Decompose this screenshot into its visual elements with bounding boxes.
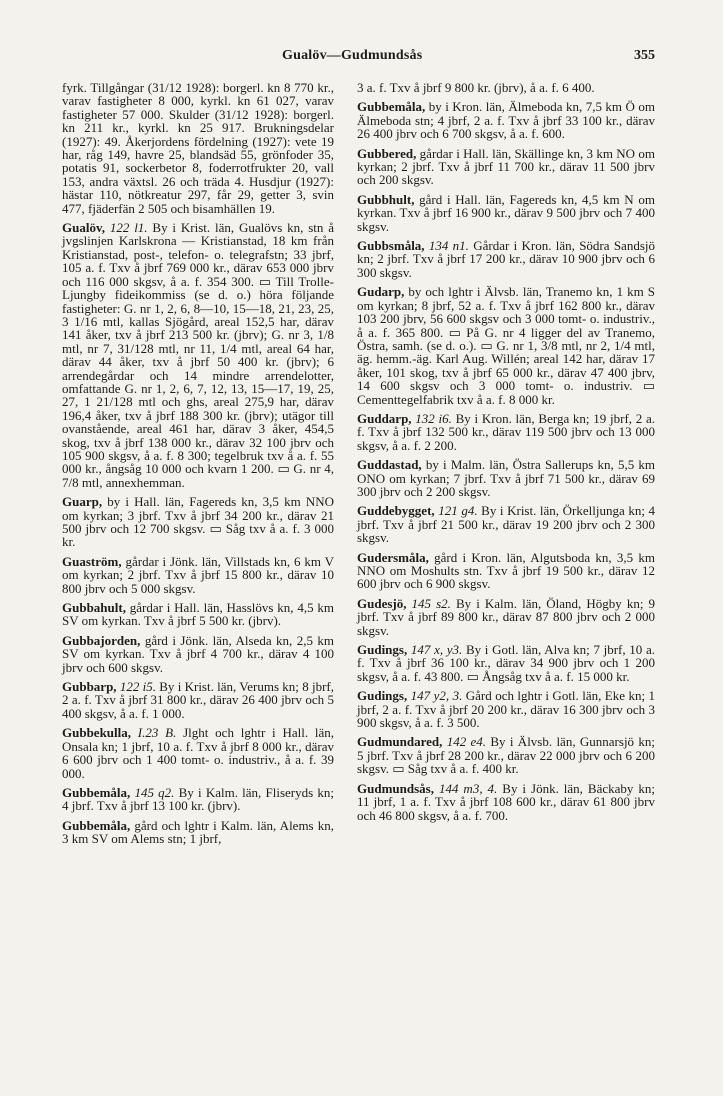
entry-text: gårdar i Hall. län, Skällinge kn, 3 km NO om kyrkan; 2 jbrf. Txv å jbrf 11 700 kr., därav 11 500 jbrv och 200 skgsv. [357,145,655,188]
entry-map-reference: I.23 B. [131,725,177,741]
entry-headword: Gudmundared, [357,734,443,750]
dictionary-entry [357,147,655,187]
entry-text: By i Kalm. län, Öland, Högby kn; 9 jbrf. Txv å jbrf 89 800 kr., därav 87 800 jbrv och 2 000 skgsv. [357,595,655,638]
entry-map-reference: 147 x, y3. [407,642,463,658]
left-column [62,81,334,852]
entry-map-reference: 144 m3, 4. [433,780,498,796]
dictionary-entry [357,735,655,775]
entry-text: By i Krist. län, Gualövs kn, stn å jvgslinjen Karlskrona — Kristianstad, 18 km från Kristianstad, post-, telefon- o. telegrafstn; 33 jbrf, 105 a. f. Txv å jbrf 769 000 kr., därav 653 000 jbrv och 116 000 skgsv, å a. f. 354 300. ▭ Till Trolle-Ljungby fideikommiss (se d. o.) höra följande fastigheter: G. nr 1, 2, 6, 8—10, 15—18, 21, 23, 25, 3 1/16 mtl, kallas Sjögård, areal 152,5 har, därav 141 åker, txv å jbrf 213 500 kr. (jbrv); G. nr 3, 1/8 mtl, nr 7, 31/128 mtl, nr 11, 1/4 mtl, areal 64 har, därav 44 åker, txv å jbrf 50 400 kr. (jbrv); 6 arrendegårdar och 14 mindre arrendelotter, omfattande G. nr 1, 2, 6, 7, 12, 13, 15—17, 19, 25, 27, 1 21/128 mtl och ghs, areal 275,9 har, därav 196,4 åker, txv å jbrf 188 300 kr. (jbrv); utägor till ovanstående, areal 461 har, därav 3 åker, 454,5 skog, txv å jbrf 138 000 kr., därav 32 100 jbrv och 105 900 skgsv, å a. f. 8 300; tegelbruk txv å a. f. 55 000 kr., ångsåg 10 000 och kvarn 1 200. ▭ G. nr 4, 7/8 mtl, annexhemman. [62,220,334,490]
entry-text: By i Älvsb. län, Gunnarsjö kn; 5 jbrf. Txv å jbrf 28 200 kr., därav 22 000 jbrv och 6 200 skgsv. ▭ Såg txv å a. f. 400 kr. [357,734,655,777]
entry-headword: Gubbarp, [62,679,117,695]
dictionary-entry [62,81,334,215]
entry-map-reference: 145 s2. [406,595,451,611]
entry-text: By i Kalm. län, Fliseryds kn; 4 jbrf. Txv å jbrf 13 100 kr. (jbrv). [62,784,334,814]
dictionary-entry [62,495,334,549]
entry-headword: Gudesjö, [357,595,407,611]
entry-headword: Gubbajorden, [62,632,141,648]
entry-text: gård och lghtr i Kalm. län, Alems kn, 3 km SV om Alems stn; 1 jbrf, [62,817,334,847]
dictionary-entry [357,285,655,406]
dictionary-entry [357,504,655,544]
entry-headword: Guddebygget, [357,503,435,519]
dictionary-entry [62,221,334,489]
dictionary-entry [357,551,655,591]
dictionary-entry [357,193,655,233]
entry-text: By i Gotl. län, Alva kn; 7 jbrf, 10 a. f. Txv å jbrf 36 100 kr., därav 34 900 jbrv och 1 200 skgsv, å a. f. 43 800. ▭ Ångsåg txv å a. f. 15 000 kr. [357,642,655,684]
dictionary-entry [357,643,655,683]
entry-map-reference: 121 g4. [434,503,478,519]
entry-text: by och lghtr i Älvsb. län, Tranemo kn, 1 km S om kyrkan; 8 jbrf, 52 a. f. Txv å jbrf 162 800 kr., därav 103 200 jbrv, 56 600 skgsv och 3 000 tomt- o. industriv., å a. f. 365 800. ▭ På G. nr 4 ligger del av Tranemo, Östra, samh. (se d. o.). ▭ G. nr 1, 3/8 mtl, nr 2, 1/4 mtl, äg. hemm.-äg. Karl Aug. Willén; areal 142 har, därav 17 åker, 101 skog, txv å jbrf 65 000 kr., därav 47 400 jbrv, 14 600 skgsv och 3 000 tomt- o. industriv. ▭ Cementtegelfabrik txv å a. f. 8 000 kr. [357,284,655,407]
entry-text: Gårdar i Kron. län, Södra Sandsjö kn; 2 jbrf. Txv å jbrf 17 200 kr., därav 10 900 jbrv och 6 300 skgsv. [357,238,655,280]
entry-headword: Gudmundsås, [357,780,434,796]
entry-text: Gård och lghtr i Gotl. län, Eke kn; 1 jbrf, 2 a. f. Txv å jbrf 20 200 kr., därav 16 300 jbrv och 3 900 skgsv, å a. f. 3 500. [357,688,655,731]
entry-headword: Guarp, [62,494,103,510]
entry-headword: Gualöv, [62,220,105,236]
dictionary-entry [62,680,334,720]
dictionary-entry [357,689,655,729]
entry-headword: Gubbemåla, [357,99,426,115]
entry-text: gårdar i Jönk. län, Villstads kn, 6 km V om kyrkan; 2 jbrf. Txv å jbrf 15 800 kr., därav 10 800 jbrv och 5 000 skgsv. [62,553,334,596]
entry-text: gård i Kron. län, Algutsboda kn, 3,5 km NNO om Moshults stn. Txv å jbrf 19 500 kr., därav 12 600 jbrv och 6 900 skgsv. [357,549,655,592]
dictionary-entry [357,782,655,822]
entry-headword: Gubbsmåla, [357,238,425,254]
dictionary-entry [357,597,655,637]
entry-map-reference: 147 y2, 3. [407,688,463,704]
running-head: Gualöv—Gudmundsås [282,48,423,63]
entry-text: By i Krist. län, Örkelljunga kn; 4 jbrf. Txv å jbrf 21 500 kr., därav 19 200 jbrv och 2 300 skgsv. [357,503,656,546]
entry-map-reference: 142 e4. [442,734,487,750]
dictionary-entry [357,239,655,279]
entry-text: By i Jönk. län, Bäckaby kn; 11 jbrf, 1 a. f. Txv å jbrf 108 600 kr., därav 61 800 jbrv och 46 800 skgsv, å a. f. 700. [357,780,655,823]
dictionary-entry [62,726,334,780]
entry-headword: Guddastad, [357,457,422,473]
entry-headword: Gubbemåla, [62,817,131,833]
dictionary-entry [62,634,334,674]
entry-text: Jlght och lghtr i Hall. län, Onsala kn; 1 jbrf, 10 a. f. Txv å jbrf 8 000 kr., därav 6 600 jbrv och 1 400 tomt- o. industriv., å a. f. 39 000. [62,725,334,781]
entry-text: gård i Jönk. län, Alseda kn, 2,5 km SV om kyrkan. Txv å jbrf 4 700 kr., därav 4 100 jbrv och 600 skgsv. [62,632,334,675]
dictionary-entry [357,458,655,498]
entry-headword: Gudarp, [357,284,405,300]
entry-headword: Gudersmåla, [357,549,429,565]
entry-text: 3 a. f. Txv å jbrf 9 800 kr. (jbrv), å a. f. 6 400. [357,80,595,95]
entry-text: by i Malm. län, Östra Sallerups kn, 5,5 km ONO om kyrkan; 7 jbrf. Txv å jbrf 71 500 kr., därav 69 300 jbrv och 2 200 skgsv. [357,457,655,499]
dictionary-entry [62,786,334,813]
entry-headword: Gubbekulla, [62,725,132,741]
entry-text: by i Kron. län, Älmeboda kn, 7,5 km Ö om Älmeboda stn; 4 jbrf, 2 a. f. Txv å jbrf 33 100 kr., därav 26 400 jbrv och 6 700 skgsv, å a. f. 600. [357,99,655,142]
entry-headword: Gudings, [357,688,408,704]
entry-text: By i Krist. län, Verums kn; 8 jbrf, 2 a. f. Txv å jbrf 31 800 kr., därav 26 400 jbrv och 5 400 skgsv, å a. f. 1 000. [62,679,334,721]
entry-map-reference: 132 i6. [411,410,452,426]
entry-headword: Gubbhult, [357,191,415,207]
dictionary-entry [357,412,655,452]
dictionary-entry [62,555,334,595]
entry-headword: Guddarp, [357,410,412,426]
entry-text: gård i Hall. län, Fagereds kn, 4,5 km N om kyrkan. Txv å jbrf 16 900 kr., därav 9 500 jbrv och 7 400 skgsv. [357,191,655,234]
dictionary-entry [357,100,655,140]
entry-headword: Gubbered, [357,145,417,161]
entry-headword: Gubbahult, [62,600,126,616]
entry-headword: Guaström, [62,553,122,569]
entry-headword: Gudings, [357,642,408,658]
entry-text: fyrk. Tillgångar (31/12 1928): borgerl. kn 8 770 kr., varav fastigheter 8 000, kyrkl. kn 61 027, varav fastigheter 57 000. Skulder (31/12 1928): borgerl. kn 211 kr., kyrkl. kn 25 917. Brukningsdelar (1927): 49. Åkerjordens fördelning (1927): vete 19 har, råg 149, havre 25, blandsäd 55, grönfoder 35, potatis 91, sockerbetor 8, foderrotfrukter 20, vall 153, andra växtsl. 26 och träda 4. Husdjur (1927): hästar 110, nötkreatur 297, får 29, getter 3, svin 477, fjäderfän 2 505 och bisamhällen 19. [62,80,334,216]
entry-map-reference: 122 i5. [116,679,156,695]
entry-headword: Gubbemåla, [62,784,131,800]
dictionary-entry [357,81,655,94]
entry-text: gårdar i Hall. län, Hasslövs kn, 4,5 km SV om kyrkan. Txv å jbrf 5 500 kr. (jbrv). [62,600,334,629]
entry-map-reference: 134 n1. [424,238,469,254]
entry-map-reference: 145 q2. [130,784,175,800]
dictionary-entry [62,601,334,628]
right-column [357,81,655,828]
entry-text: by i Hall. län, Fagereds kn, 3,5 km NNO om kyrkan; 3 jbrf. Txv å jbrf 34 200 kr., därav 21 500 jbrv och 12 700 skgsv. ▭ Såg txv å a. f. 3 000 kr. [62,494,334,550]
entry-text: By i Kron. län, Berga kn; 19 jbrf, 2 a. f. Txv å jbrf 132 500 kr., därav 119 500 jbrv och 13 000 skgsv, å a. f. 2 200. [357,410,655,453]
entry-map-reference: 122 l1. [105,220,148,236]
dictionary-entry [62,819,334,846]
page-number: 355 [634,48,655,63]
